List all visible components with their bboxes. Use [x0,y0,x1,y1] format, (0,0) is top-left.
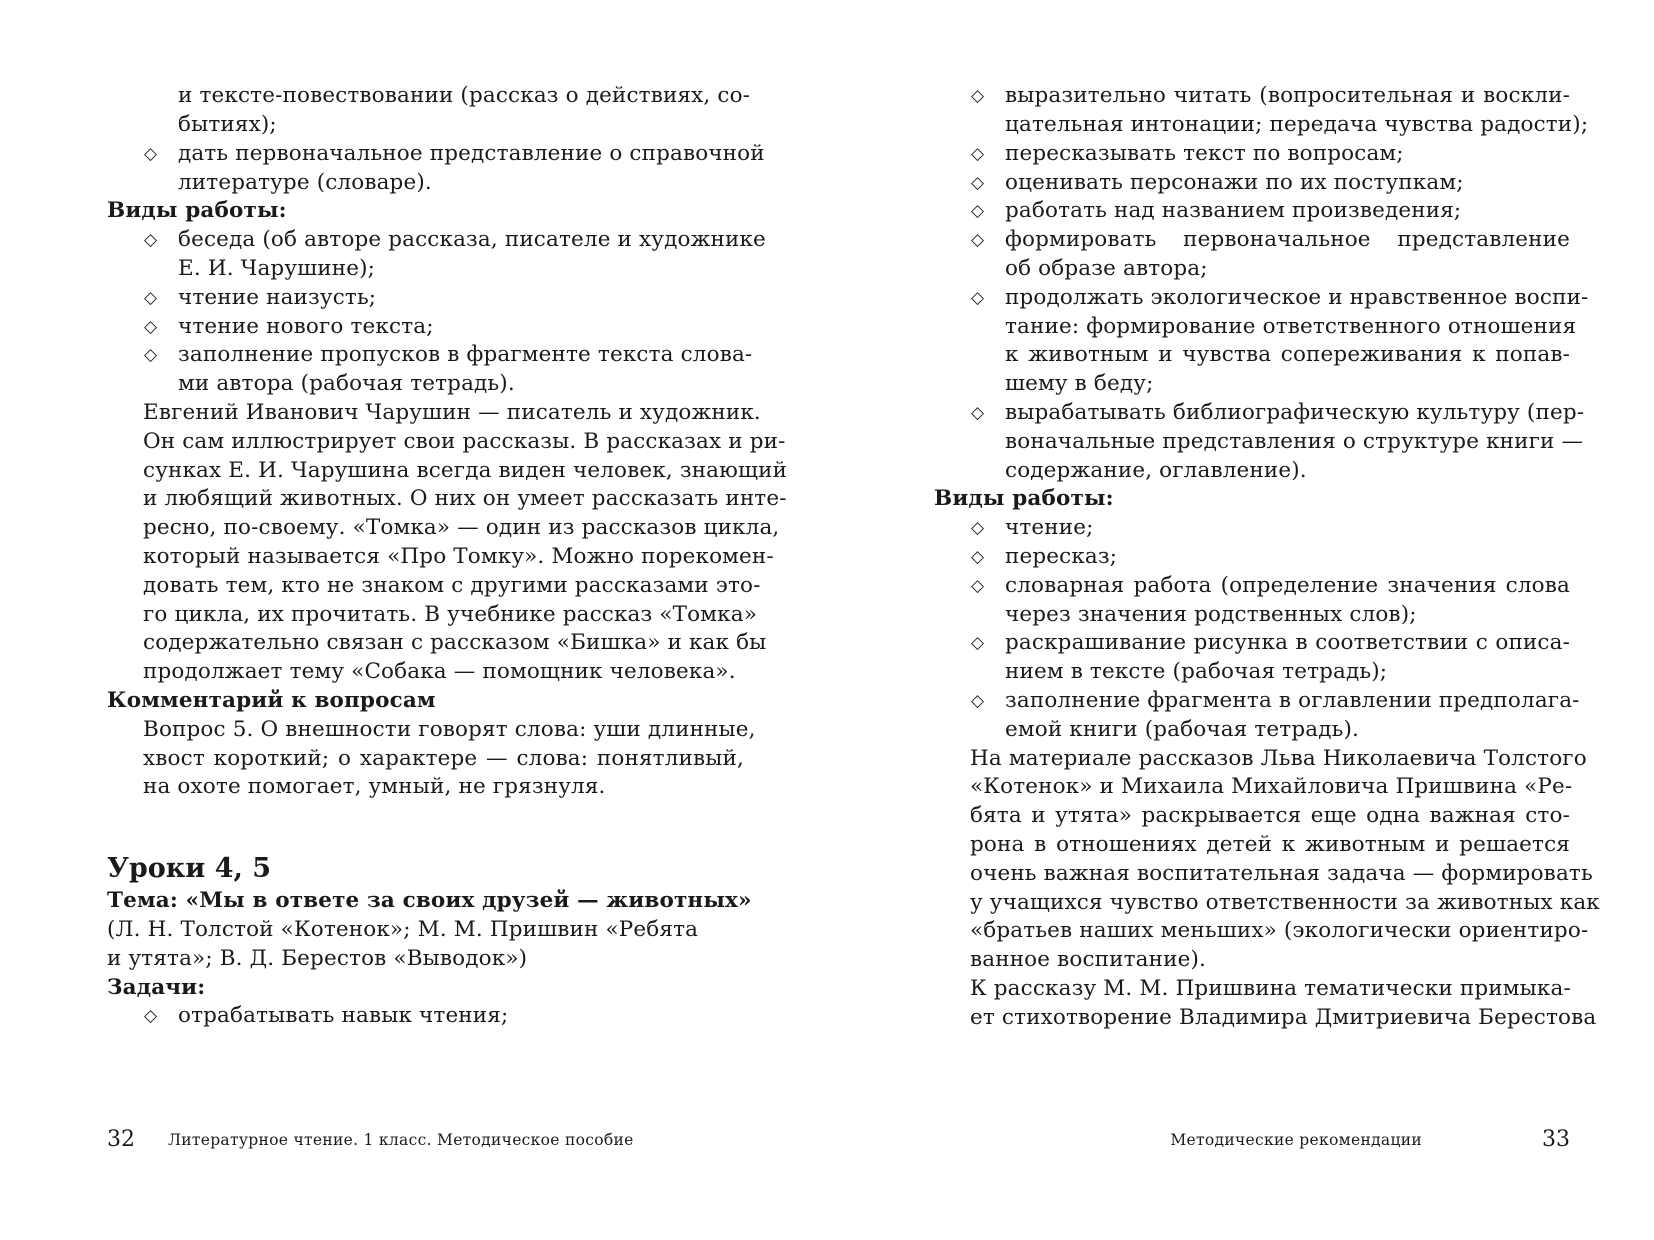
bullet-diamond-icon: ◇ [971,288,985,308]
text-line: к животным и чувства сопереживания к попав- [1005,342,1570,367]
text-line: и утята»; В. Д. Берестов «Выводок») [107,946,528,971]
bullet-diamond-icon: ◇ [971,201,985,221]
text-line: шему в беду; [1005,371,1154,396]
bullet-diamond-icon: ◇ [144,144,158,164]
text-line: тание: формирование ответственного отношения [1005,314,1577,339]
lesson-heading: Уроки 4, 5 [107,853,272,884]
text-line: раскрашивание рисунка в соответствии с описа- [1005,630,1570,655]
paragraph-line: сунках Е. И. Чарушина всегда виден человек, знающий [143,458,788,483]
paragraph-line: ет стихотворение Владимира Дмитриевича Берестова [970,1005,1597,1030]
paragraph-line: ресно, по-своему. «Томка» — один из рассказов цикла, [143,515,780,540]
bullet-diamond-icon: ◇ [971,691,985,711]
paragraph-line: На материале рассказов Льва Николаевича Толстого [970,746,1587,771]
text-line: Е. И. Чарушине); [178,256,376,281]
bullet-diamond-icon: ◇ [971,633,985,653]
text-line: выразительно читать (вопросительная и воскли- [1005,83,1570,108]
paragraph-line: продолжает тему «Собака — помощник человека». [143,659,736,684]
text-line: беседа (об авторе рассказа, писателе и художнике [178,227,766,252]
section-label: Комментарий к вопросам [107,688,436,713]
paragraph-line: у учащихся чувство ответственности за животных как [970,890,1600,915]
text-line: пересказывать текст по вопросам; [1005,141,1404,166]
paragraph-line: довать тем, кто не знаком с другими рассказами это- [143,573,761,598]
paragraph-line: очень важная воспитательная задача — формировать [970,861,1593,886]
bullet-diamond-icon: ◇ [971,547,985,567]
page-number: 33 [1542,1127,1570,1152]
section-label: Виды работы: [934,486,1114,511]
text-line: литературе (словаре). [178,170,432,195]
text-line: об образе автора; [1005,256,1208,281]
bullet-diamond-icon: ◇ [971,230,985,250]
text-line: ми автора (рабочая тетрадь). [178,371,515,396]
page-number: 32 [107,1127,135,1152]
text-line: заполнение пропусков в фрагменте текста слова- [178,342,753,367]
text-line: нием в тексте (рабочая тетрадь); [1005,659,1388,684]
paragraph-line: го цикла, их прочитать. В учебнике рассказ «Томка» [143,602,758,627]
bullet-diamond-icon: ◇ [144,345,158,365]
text-line: емой книги (рабочая тетрадь). [1005,717,1359,742]
bullet-diamond-icon: ◇ [971,403,985,423]
section-label: Задачи: [107,975,206,1000]
text-line: содержание, оглавление). [1005,458,1307,483]
bullet-diamond-icon: ◇ [971,518,985,538]
bullet-diamond-icon: ◇ [144,1006,158,1026]
paragraph-line: который называется «Про Томку». Можно порекомен- [143,544,774,569]
paragraph-line: содержательно связан с рассказом «Бишка» и как бы [143,630,767,655]
paragraph-line: К рассказу М. М. Пришвина тематически примыка- [970,976,1571,1001]
bullet-diamond-icon: ◇ [144,317,158,337]
paragraph-line: Он сам иллюстрирует свои рассказы. В рассказах и ри- [143,429,786,454]
text-line: цательная интонации; передача чувства радости); [1005,112,1589,137]
text-line: словарная работа (определение значения слова [1005,573,1570,598]
text-line: чтение наизусть; [178,285,377,310]
text-line: воначальные представления о структуре книги — [1005,429,1584,454]
right-page [827,0,1654,1240]
bullet-diamond-icon: ◇ [971,144,985,164]
bullet-diamond-icon: ◇ [971,173,985,193]
section-label: Виды работы: [107,198,287,223]
text-line: работать над названием произведения; [1005,198,1462,223]
text-line: чтение нового текста; [178,314,434,339]
text-line: отрабатывать навык чтения; [178,1003,509,1028]
text-line: и тексте-повествовании (рассказ о действиях, со- [178,83,751,108]
text-line: заполнение фрагмента в оглавлении предполага- [1005,688,1580,713]
lesson-topic: Тема: «Мы в ответе за своих друзей — животных» [107,888,752,913]
paragraph-line: «братьев наших меньших» (экологически ориентиро- [970,918,1589,943]
text-line: вырабатывать библиографическую культуру (пер- [1005,400,1585,425]
bullet-diamond-icon: ◇ [971,576,985,596]
text-line: бытиях); [178,112,277,137]
text-line: чтение; [1005,515,1094,540]
bullet-diamond-icon: ◇ [971,86,985,106]
paragraph-line: рона в отношениях детей к животным и решается [970,832,1570,857]
paragraph-line: Евгений Иванович Чарушин — писатель и художник. [143,400,761,425]
text-line: через значения родственных слов); [1005,602,1417,627]
paragraph-line: Вопрос 5. О внешности говорят слова: уши длинные, [143,717,756,742]
text-line: формировать первоначальное представление [1005,227,1570,252]
paragraph-line: ванное воспитание). [970,947,1207,972]
paragraph-line: на охоте помогает, умный, не грязнуля. [143,774,606,799]
paragraph-line: хвост короткий; о характере — слова: понятливый, [143,746,744,771]
bullet-diamond-icon: ◇ [144,288,158,308]
text-line: (Л. Н. Толстой «Котенок»; М. М. Пришвин «Ребята [107,917,699,942]
running-head: Методические рекомендации [1170,1131,1422,1149]
paragraph-line: бята и утята» раскрывается еще одна важная сто- [970,803,1570,828]
text-line: дать первоначальное представление о справочной [178,141,765,166]
bullet-diamond-icon: ◇ [144,230,158,250]
text-line: оценивать персонажи по их поступкам; [1005,170,1464,195]
paragraph-line: «Котенок» и Михаила Михайловича Пришвина «Ре- [970,774,1573,799]
paragraph-line: и любящий животных. О них он умеет рассказать инте- [143,486,787,511]
running-head: Литературное чтение. 1 класс. Методическое пособие [168,1131,634,1149]
text-line: продолжать экологическое и нравственное воспи- [1005,285,1589,310]
text-line: пересказ; [1005,544,1118,569]
